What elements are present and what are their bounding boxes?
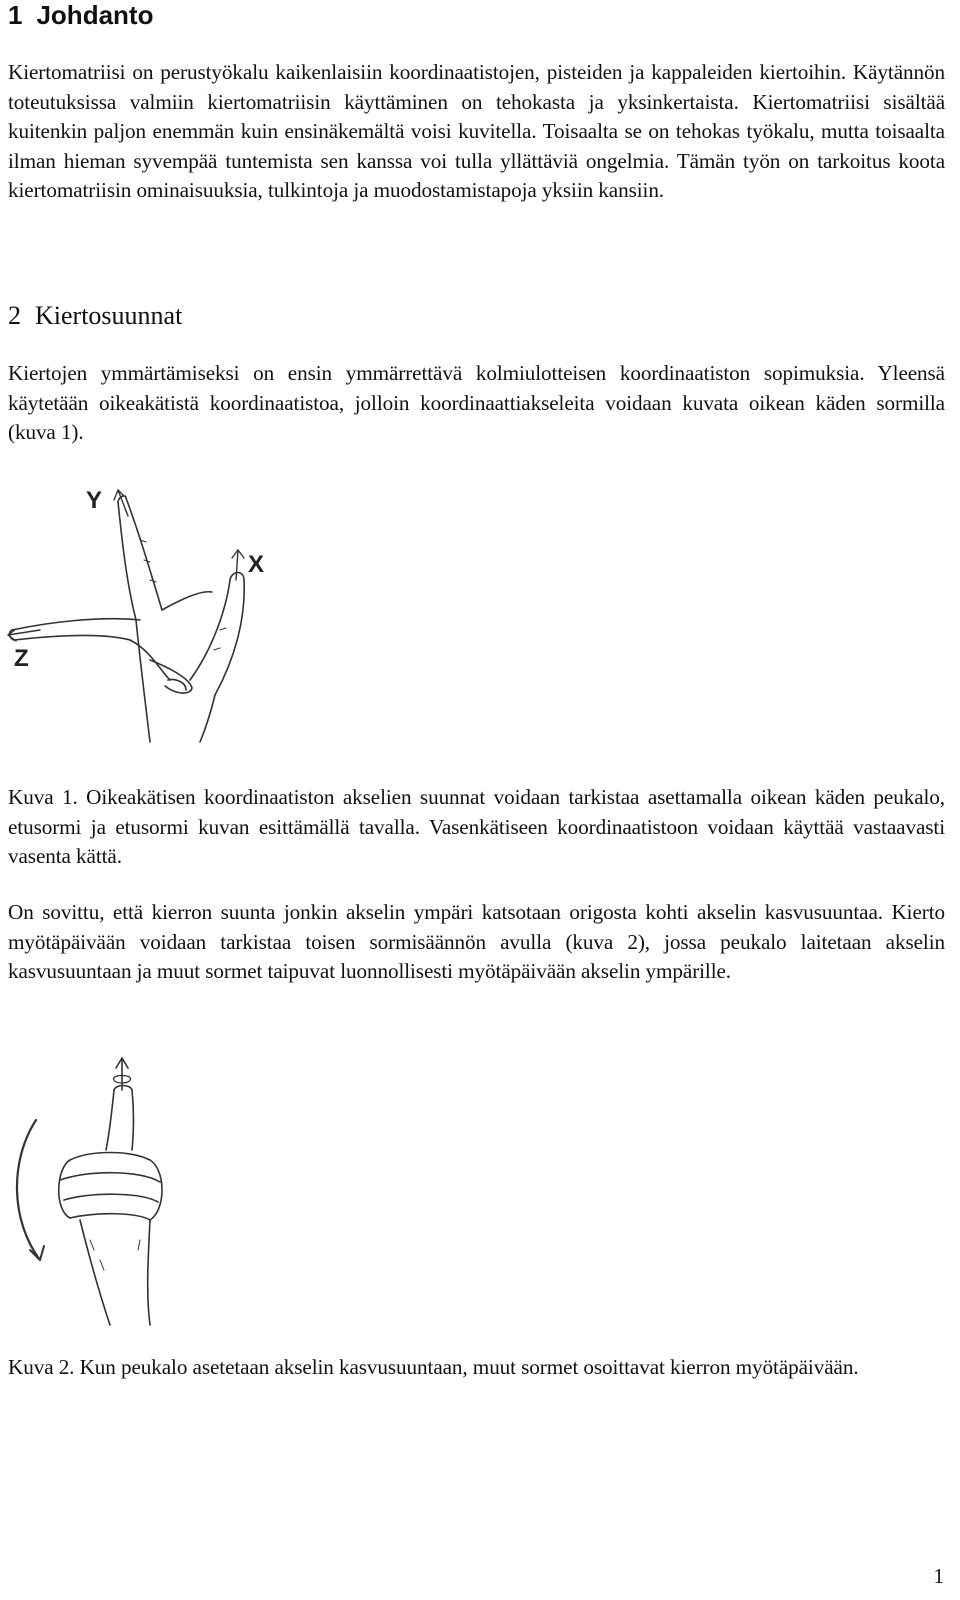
figure-1-caption: Kuva 1. Oikeakätisen koordinaatiston akselien suunnat voidaan tarkistaa asettamalla oikean käden peukalo, etusormi ja etusormi kuvan esittämällä tavalla. Vasenkätiseen koordinaatistoon voidaan käyttää vastaavasti vasenta kättä.: [8, 785, 945, 868]
x-axis-label: X: [248, 551, 265, 578]
intro-paragraph: Kiertomatriisi on perustyökalu kaikenlaisiin koordinaatistojen, pisteiden ja kappaleiden kiertoihin. Käytännön toteutuksissa valmiin kiertomatriisin käyttäminen on tehokasta ja yksinkertaista. Kiertomatriisi sisältää kuitenkin paljon enemmän kuin ensinäkemältä voisi kuvitella. Toisaalta se on tehokas työkalu, mutta toisaalta ilman hieman syvempää tuntemista sen kanssa voi tulla yllättäviä ongelmia. Tämän työn on tarkoitus koota kiertomatriisin ominaisuuksia, tulkintoja ja muodostamistapoja yksiin kansiin.: [8, 60, 945, 202]
z-axis-label: Z: [14, 645, 29, 672]
thumb-rule-illustration: [0, 1050, 230, 1330]
section-1-number: 1: [8, 0, 23, 30]
section-2-heading: [8, 300, 182, 332]
section-2-title: Kiertosuunnat: [35, 301, 183, 330]
section-1-heading: [8, 0, 153, 30]
figure-2-hand-sketch: [0, 1050, 230, 1330]
rotation-directions-paragraph: Kiertojen ymmärtämiseksi on ensin ymmärrettävä kolmiulotteisen koordinaatiston sopimuksia. Yleensä käytetään oikeakätistä koordinaatistoa, jolloin koordinaattiakseleita voidaan kuvata oikean käden sormilla (kuva 1).: [8, 361, 945, 444]
figure-1-hand-sketch: [0, 480, 300, 750]
y-axis-label: Y: [86, 487, 103, 514]
rotation-rule-paragraph: On sovittu, että kierron suunta jonkin akselin ympäri katsotaan origosta kohti akselin kasvusuuntaa. Kierto myötäpäivään voidaan tarkistaa toisen sormisäännön avulla (kuva 2), jossa peukalo laitetaan akselin kasvusuuntaan ja muut sormet taipuvat luonnollisesti myötäpäivään akselin ympärille.: [8, 900, 945, 983]
figure-2-caption: Kuva 2. Kun peukalo asetetaan akselin kasvusuuntaan, muut sormet osoittavat kierron myötäpäivään.: [8, 1355, 859, 1379]
section-2-number: 2: [8, 301, 21, 330]
page-number: 1: [933, 1564, 944, 1588]
right-hand-illustration: [0, 480, 300, 750]
section-1-title: Johdanto: [36, 0, 154, 30]
